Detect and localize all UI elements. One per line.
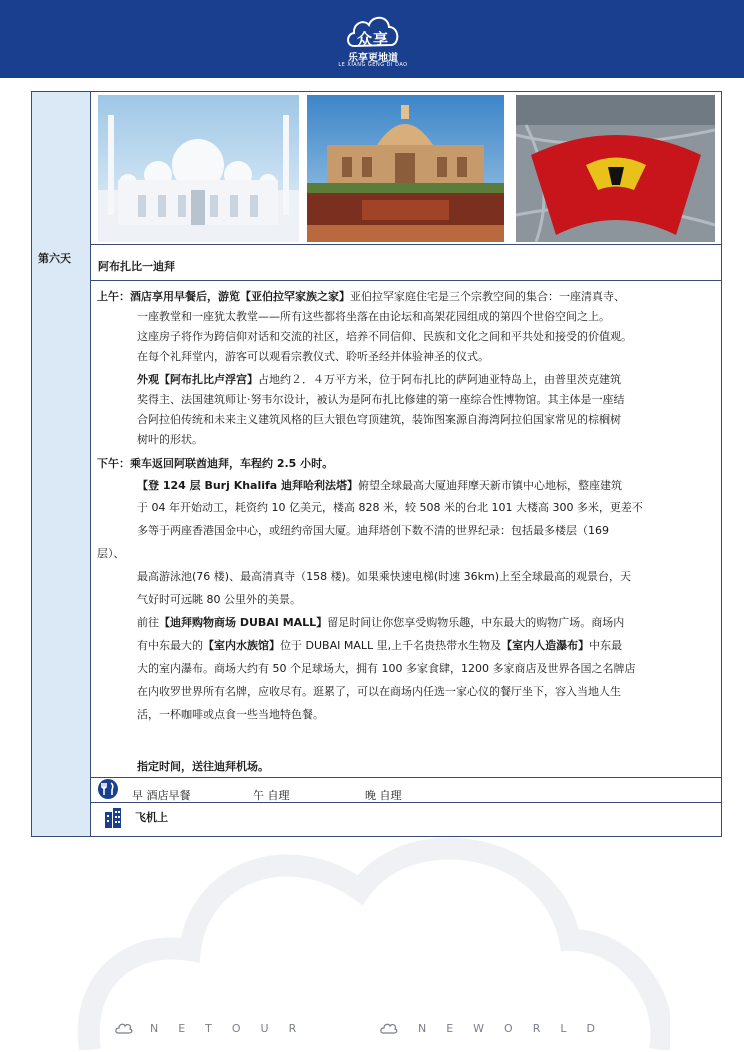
cloud-icon	[380, 1022, 398, 1034]
text-line: 层）、	[97, 547, 125, 560]
ferrari-world-photo	[516, 95, 715, 242]
cloud-watermark-icon	[70, 830, 670, 1050]
page-header	[0, 0, 744, 78]
brand-slogan: 乐享更地道	[348, 53, 398, 64]
palace-photo	[307, 95, 504, 242]
day-title: 阿布扎比一迪拜	[98, 260, 175, 273]
dinner: 晚 自理	[365, 789, 402, 802]
mosque-photo	[98, 95, 299, 242]
accommodation: 飞机上	[135, 811, 168, 824]
text-line: 活，一杯咖啡或点食一些当地特色餐。	[137, 708, 324, 721]
text-line: 下午：乘车返回阿联酋迪拜，车程约 2.5 小时。	[97, 457, 334, 470]
day-label: 第六天	[38, 252, 71, 265]
row-divider	[91, 777, 722, 778]
text-line: 【登 124 层 Burj Khalifa 迪拜哈利法塔】俯望全球最高大厦迪拜摩天新市镇中心地标，整座建筑	[137, 479, 623, 492]
text-line: 于 04 年开始动工，耗资约 10 亿美元，楼高 828 米，较 508 米的台北 101 大楼高 300 多米，更差不	[137, 501, 643, 514]
itinerary-table	[31, 91, 722, 837]
day-column	[32, 92, 91, 836]
footer-left: NETOUR	[150, 1022, 317, 1035]
text-line: 上午：酒店享用早餐后，游览【亚伯拉罕家族之家】亚伯拉罕家庭住宅是三个宗教空间的集合：一座清真寺、	[97, 290, 625, 303]
text-line: 奖得主、法国建筑师让·努韦尔设计，被认为是阿布扎比修建的第一座综合性博物馆。其主体是一座结	[137, 393, 625, 406]
text-line: 外观【阿布扎比卢浮宫】占地约２．４万平方米，位于阿布扎比的萨阿迪亚特岛上，由普里茨克建筑	[137, 373, 621, 386]
text-line: 一座教堂和一座犹太教堂——所有这些都将坐落在由论坛和高架花园组成的第四个世俗空间之上。	[137, 310, 610, 323]
meal-icon	[98, 779, 118, 799]
hotel-icon	[102, 808, 124, 828]
footer-right: NEWORLD	[418, 1022, 615, 1035]
text-line: 树叶的形状。	[137, 433, 203, 446]
brand-slogan-pinyin: LE XIANG GENG DI DAO	[338, 62, 408, 68]
row-divider	[91, 244, 722, 245]
text-line: 这座房子将作为跨信仰对话和交流的社区，培养不同信仰、民族和文化之间和平共处和接受的价值观。	[137, 330, 632, 343]
text-line: 合阿拉伯传统和未来主义建筑风格的巨大银色穹顶建筑，装饰图案源自海湾阿拉伯国家常见的棕榈树	[137, 413, 621, 426]
text-line: 有中东最大的【室内水族馆】位于 DUBAI MALL 里,上千名贵热带水生物及【室内人造瀑布】中东最	[137, 639, 623, 652]
lunch: 午 自理	[253, 789, 290, 802]
text-line: 在每个礼拜堂内，游客可以观看宗教仪式、聆听圣经并体验神圣的仪式。	[137, 350, 489, 363]
text-line: 大的室内瀑布。商场大约有 50 个足球场大，拥有 100 多家食肆，1200 多家商店及世界各国之名牌店	[137, 662, 636, 675]
cloud-icon	[115, 1022, 133, 1034]
text-line: 前往【迪拜购物商场 DUBAI MALL】留足时间让你您享受购物乐趣，中东最大的购物广场。商场内	[137, 616, 625, 629]
brand-name: 众享	[356, 30, 389, 48]
row-divider	[91, 280, 722, 281]
breakfast: 早 酒店早餐	[132, 789, 191, 802]
text-line: 在内收罗世界所有名牌，应收尽有。逛累了，可以在商场内任选一家心仪的餐厅坐下，容入当地人生	[137, 685, 621, 698]
text-line: 最高游泳池(76 楼)、最高清真寺（158 楼)。如果乘快速电梯(时速 36km)上至全球最高的观景台，天	[137, 570, 632, 583]
text-line: 多等于两座香港国金中心，或纽约帝国大厦。迪拜塔创下数不清的世界纪录：包括最多楼层（169	[137, 524, 609, 537]
text-line: 气好时可远眺 80 公里外的美景。	[137, 593, 301, 606]
brand-logo	[338, 10, 408, 70]
text-line: 指定时间，送往迪拜机场。	[137, 760, 269, 773]
row-divider	[91, 802, 722, 803]
